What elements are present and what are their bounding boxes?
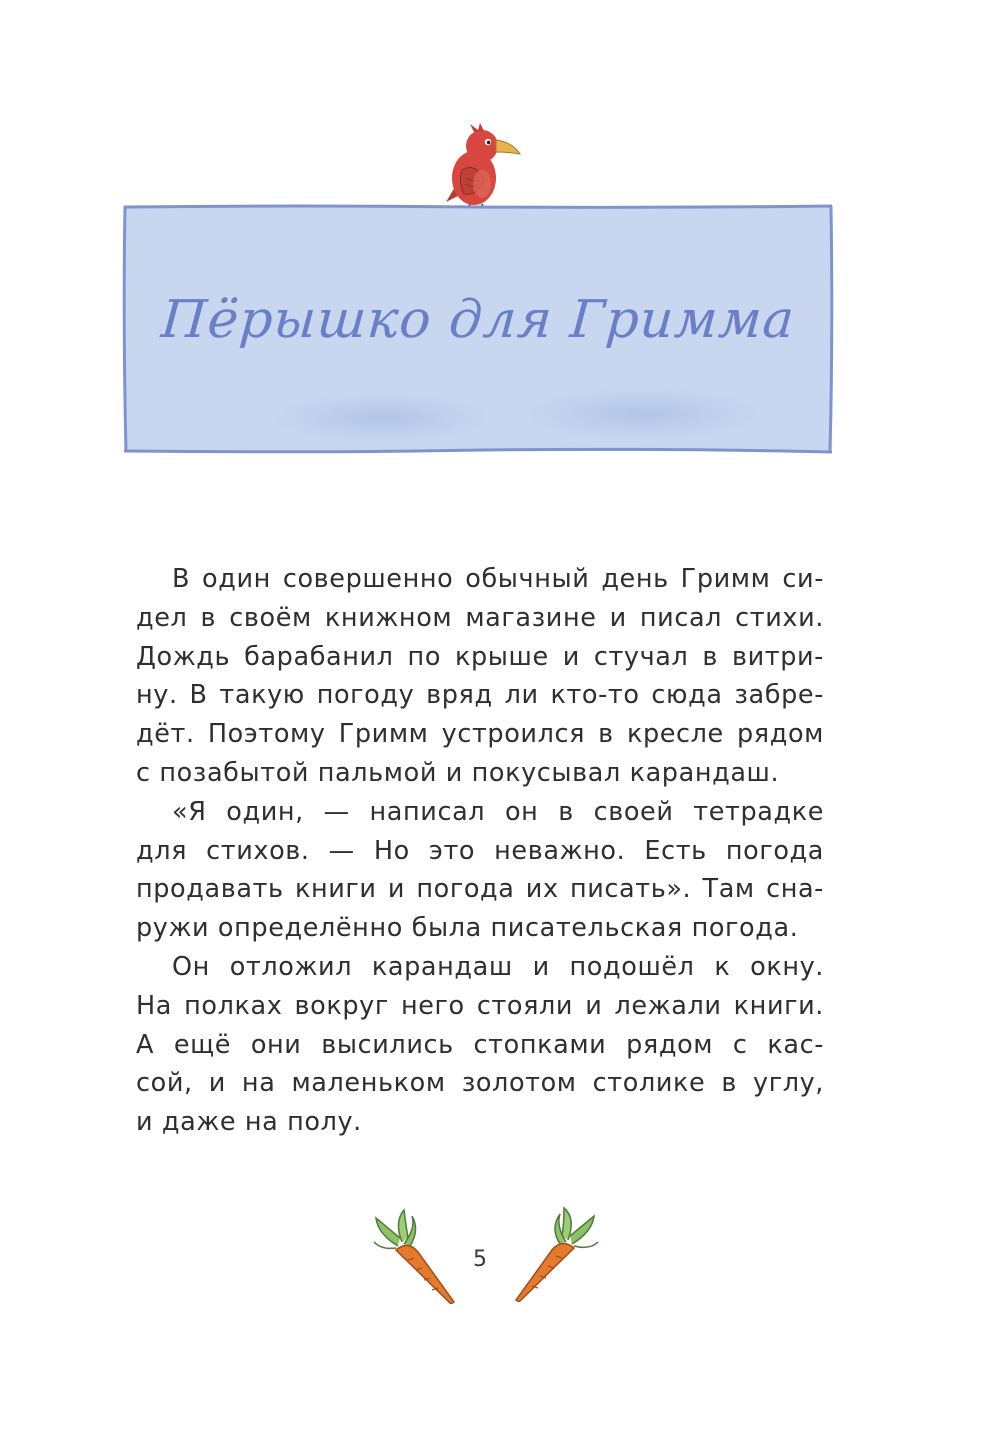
text-line: и даже на полу. [136, 1107, 362, 1138]
text-line: дёт. Поэтому Гримм устроился в кресле рядом [136, 719, 824, 750]
text-line: Дождь барабанил по крыше и стучал в витри- [136, 641, 824, 672]
text-line: для стихов. — Но это неважно. Есть погода [136, 835, 824, 866]
text-line: дел в своём книжном магазине и писал стихи. [136, 602, 824, 633]
text-line: ну. В такую погоду вряд ли кто-то сюда забре- [136, 680, 824, 711]
text-line: ружи определённо была писательская погода. [136, 913, 799, 944]
text-line: А ещё они высились стопками рядом с кас- [136, 1029, 824, 1060]
chapter-title-box [122, 204, 834, 454]
page-footer [0, 1200, 1000, 1310]
chapter-body [136, 560, 824, 1142]
text-line: продавать книги и погода их писать». Там сна- [136, 874, 824, 905]
carrot-icon [368, 1206, 460, 1306]
text-line: В один совершенно обычный день Гримм си- [172, 564, 824, 594]
text-line: На полках вокруг него стояли и лежали книги. [136, 990, 824, 1021]
text-line: «Я один, — написал он в своей тетрадке [172, 796, 824, 827]
text-line: с позабытой пальмой и покусывал карандаш. [136, 757, 780, 788]
red-bird-icon [440, 122, 530, 214]
text-line: Он отложил карандаш и подошёл к окну. [172, 951, 824, 982]
chapter-title: Пёрышко для Гримма [159, 290, 797, 350]
carrot-icon [510, 1204, 602, 1304]
text-line: сой, и на маленьком золотом столике в углу, [136, 1068, 824, 1099]
page-number: 5 [473, 1247, 487, 1272]
